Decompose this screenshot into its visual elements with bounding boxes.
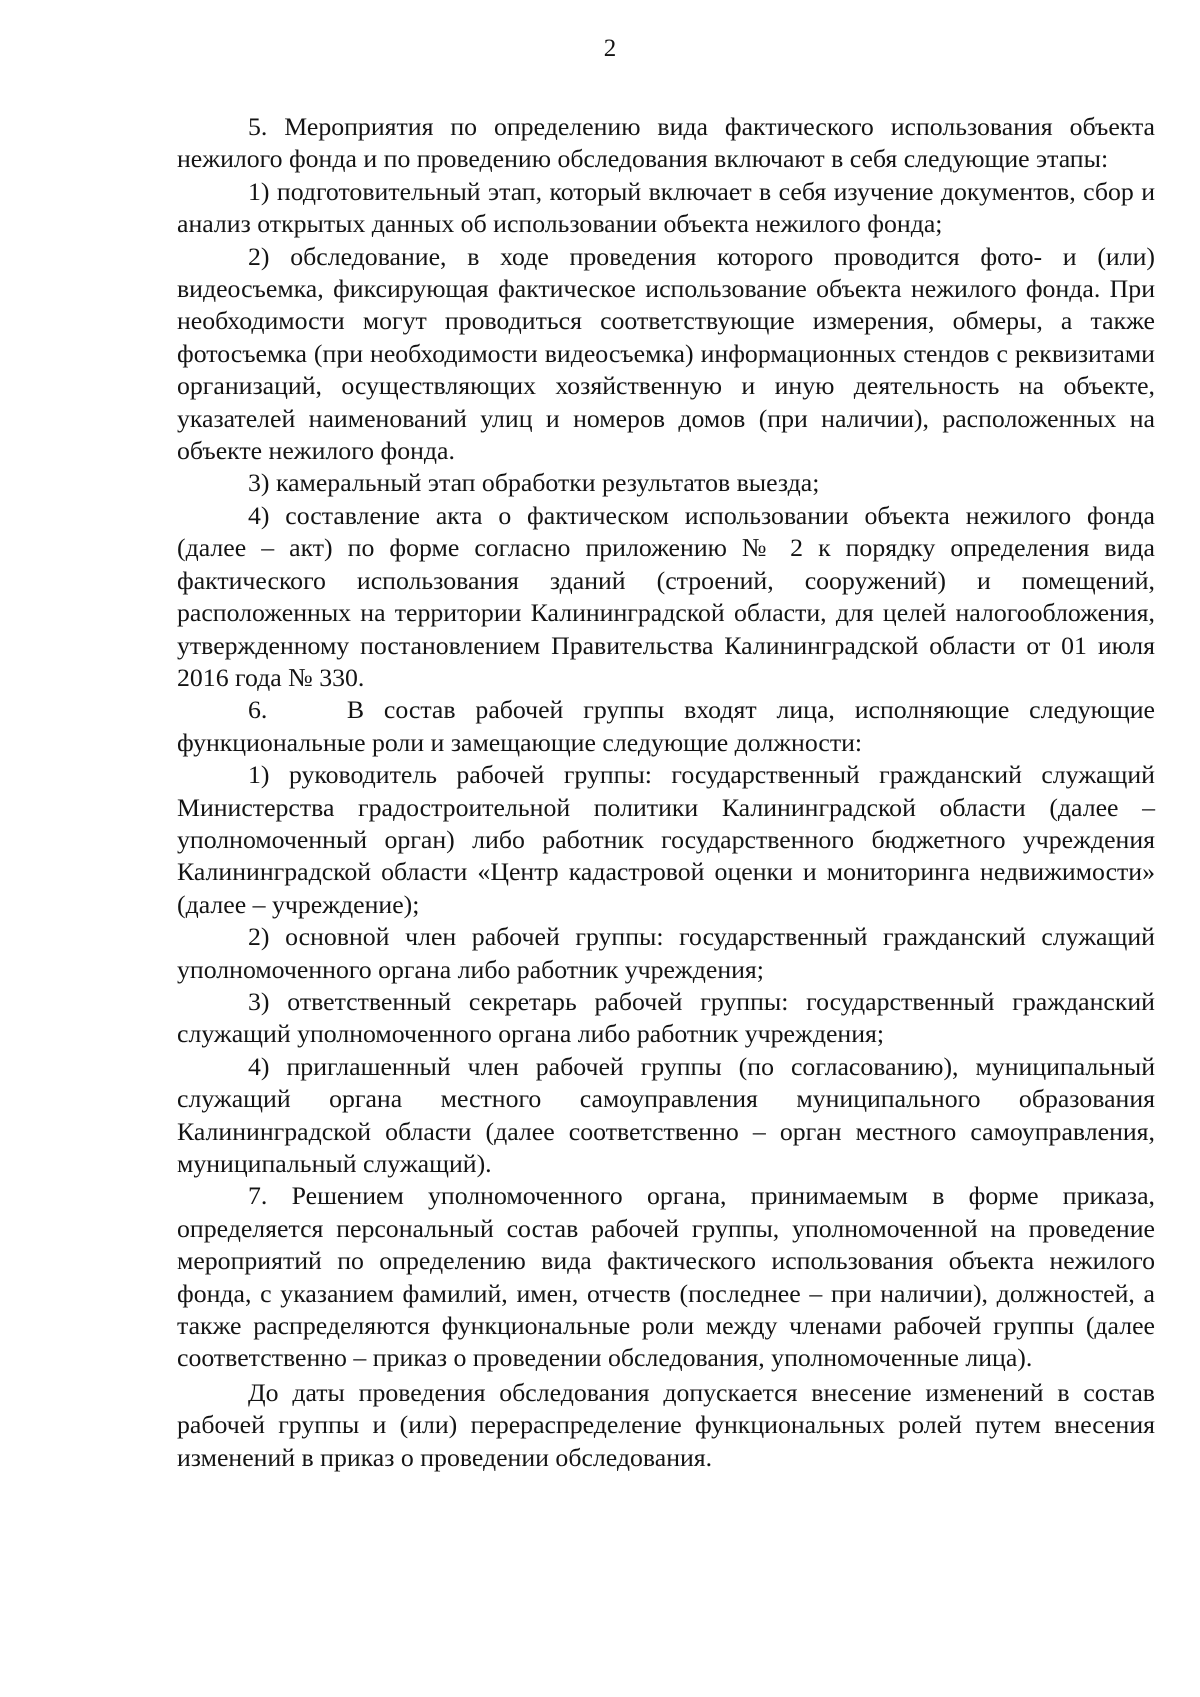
- paragraph-item-5: 5. Мероприятия по определению вида фактического использования объекта нежилого фонда и по проведению обследования включают в себя следующие этапы:: [177, 112, 1155, 174]
- paragraph-subitem-5-1: 1) подготовительный этап, который включает в себя изучение документов, сбор и анализ открытых данных об использовании объекта нежилого фонда;: [177, 176, 1155, 239]
- document-body: [177, 111, 1162, 1474]
- paragraph-item-7-addendum: До даты проведения обследования допускается внесение изменений в состав рабочей группы и (или) перераспределение функциональных ролей путем внесения изменений в приказ о проведении обследования.: [177, 1377, 1155, 1472]
- paragraph-subitem-5-3: 3) камеральный этап обработки результатов выезда;: [248, 468, 820, 498]
- paragraph-item-7: 7. Решением уполномоченного органа, принимаемым в форме приказа, определяется персональный состав рабочей группы, уполномоченной на проведение мероприятий по определению вида фактического использования объекта нежилого фонда, с указанием фамилий, имен, отчеств (последнее – при наличии), должностей, а также распределяются функциональные роли между членами рабочей группы (далее соответственно – приказ о проведении обследования, уполномоченные лица).: [177, 1181, 1155, 1373]
- paragraph-item-6: 6. В состав рабочей группы входят лица, исполняющие следующие функциональные роли и замещающие следующие должности:: [177, 695, 1162, 757]
- paragraph-subitem-6-1: 1) руководитель рабочей группы: государственный гражданский служащий Министерства градостроительной политики Калининградской области (далее – уполномоченный орган) либо работник государственного бюджетного учреждения Калининградской области «Центр кадастровой оценки и мониторинга недвижимости» (далее – учреждение);: [177, 760, 1155, 919]
- paragraph-subitem-6-4: 4) приглашенный член рабочей группы (по согласованию), муниципальный служащий органа местного самоуправления муниципального образования Калининградской области (далее соответственно – орган местного самоуправления, муниципальный служащий).: [177, 1051, 1155, 1178]
- paragraph-subitem-5-2: 2) обследование, в ходе проведения которого проводится фото- и (или) видеосъемка, фиксирующая фактическое использование объекта нежилого фонда. При необходимости могут проводиться соответствующие измерения, обмеры, а также фотосъемка (при необходимости видеосъемка) информационных стендов с реквизитами организаций, осуществляющих хозяйственную и иную деятельность на объекте, указателей наименований улиц и номеров домов (при наличии), расположенных на объекте нежилого фонда.: [177, 241, 1155, 466]
- paragraph-subitem-5-4: 4) составление акта о фактическом использовании объекта нежилого фонда (далее – акт) по форме согласно приложению № 2 к порядку определения вида фактического использования зданий (строений, сооружений) и помещений, расположенных на территории Калининградской области, для целей налогообложения, утвержденному постановлением Правительства Калининградской области от 01 июля 2016 года № 330.: [177, 500, 1155, 692]
- paragraph-subitem-6-2: 2) основной член рабочей группы: государственный гражданский служащий уполномоченного органа либо работник учреждения;: [177, 922, 1155, 984]
- page-number: 2: [603, 35, 617, 62]
- paragraph-subitem-6-3: 3) ответственный секретарь рабочей группы: государственный гражданский служащий уполномоченного органа либо работник учреждения;: [177, 986, 1155, 1049]
